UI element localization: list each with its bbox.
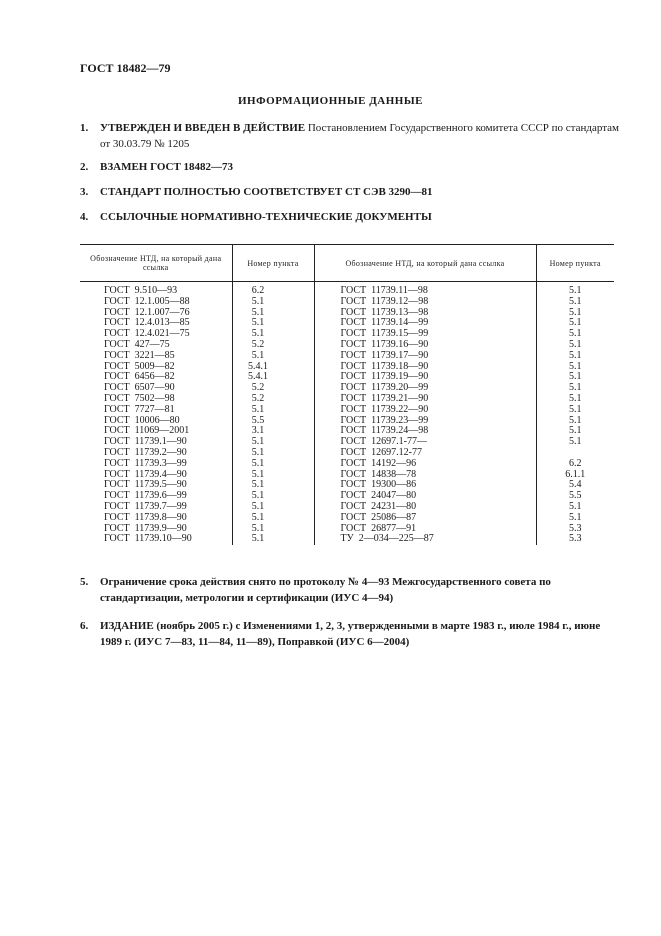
designation-cell: ГОСТ 11739.6—99 [104, 490, 187, 502]
clause-cell: 5.1 [536, 329, 614, 340]
designation-cell: ТУ 2—034—225—87 [314, 534, 536, 545]
clause-cell: 5.1 [232, 513, 314, 524]
designation-cell: ГОСТ 11739.14—99 [314, 318, 536, 329]
clause-cell: 5.1 [536, 405, 614, 416]
clause-cell: 5.1 [536, 394, 614, 405]
item-text: Ограничение срока действия снято по протоколу № 4—93 Межгосударственного совета по стандартизации, метрологии и сертификации (ИУС 4—94) [100, 576, 551, 604]
clause-cell: 5.1 [536, 282, 614, 297]
header-clause-number: Номер пункта [536, 245, 614, 282]
clause-cell: 5.1 [232, 308, 314, 319]
clause-cell: 5.1 [232, 351, 314, 362]
designation-cell: ГОСТ 26877—91 [314, 524, 536, 535]
item-number: 3. [80, 186, 89, 198]
table-row [80, 405, 614, 416]
designation-cell: ГОСТ 3221—85 [104, 349, 175, 361]
designation-cell: ГОСТ 6507—90 [104, 382, 175, 394]
designation-cell: ГОСТ 24047—80 [314, 491, 536, 502]
section-title: ИНФОРМАЦИОННЫЕ ДАННЫЕ [237, 95, 424, 107]
designation-cell: ГОСТ 11739.20—99 [314, 383, 536, 394]
clause-cell: 5.5 [232, 416, 314, 427]
header-designation: Обозначение НТД, на который дана ссылка [314, 245, 536, 282]
designation-cell: ГОСТ 24231—80 [314, 502, 536, 513]
clause-cell: 5.1 [536, 362, 614, 373]
clause-cell: 5.2 [232, 394, 314, 405]
clause-cell: 5.1 [232, 297, 314, 308]
table-row [80, 513, 614, 524]
item-text: (ноябрь 2005 г.) с Изменениями 1, 2, 3, утвержденными в марте 1983 г., июле 1984 г., июне 1989 г. (ИУС 7—83, 11—84, 11—89), Поправкой (ИУС 6—2004) [100, 620, 601, 648]
info-item-5 [80, 574, 620, 606]
designation-cell: ГОСТ 11739.19—90 [314, 372, 536, 383]
clause-cell: 6.2 [536, 459, 614, 470]
info-item-1 [80, 120, 620, 152]
clause-cell: 5.1 [536, 383, 614, 394]
designation-cell: ГОСТ 10006—80 [104, 414, 180, 426]
designation-cell: ГОСТ 12.4.013—85 [104, 317, 190, 329]
clause-cell: 5.1 [232, 534, 314, 545]
clause-cell: 5.2 [232, 383, 314, 394]
clause-cell: 5.1 [536, 372, 614, 383]
table-row [80, 282, 614, 297]
clause-cell: 3.1 [232, 426, 314, 437]
designation-cell: ГОСТ 11739.13—98 [314, 308, 536, 319]
designation-cell: ГОСТ 9.510—93 [104, 285, 178, 296]
table-header-row [80, 245, 614, 282]
designation-cell: ГОСТ 11739.7—99 [104, 500, 187, 512]
info-item-4 [80, 209, 620, 225]
clause-cell: 5.1 [536, 513, 614, 524]
clause-cell: 6.1.1 [536, 470, 614, 481]
designation-cell: ГОСТ 7502—98 [104, 392, 175, 404]
designation-cell: ГОСТ 12.1.007—76 [104, 306, 190, 318]
clause-cell: 5.1 [536, 426, 614, 437]
designation-cell: ГОСТ 12.1.005—88 [104, 295, 190, 307]
clause-cell: 5.1 [536, 297, 614, 308]
designation-cell: ГОСТ 11739.15—99 [314, 329, 536, 340]
header-clause-number: Номер пункта [232, 245, 314, 282]
clause-cell: 5.1 [232, 459, 314, 470]
designation-cell: ГОСТ 6456—82 [104, 371, 175, 383]
clause-cell: 5.1 [536, 437, 614, 448]
item-heading: СТАНДАРТ ПОЛНОСТЬЮ СООТВЕТСТВУЕТ СТ СЭВ 3290—81 [100, 186, 433, 198]
clause-cell: 5.1 [536, 308, 614, 319]
clause-cell: 5.1 [536, 416, 614, 427]
document-code: ГОСТ 18482—79 [80, 61, 171, 75]
clause-cell: 5.1 [536, 340, 614, 351]
clause-cell: 5.4 [536, 480, 614, 491]
item-number: 2. [80, 161, 89, 173]
designation-cell: ГОСТ 11739.24—98 [314, 426, 536, 437]
designation-cell: ГОСТ 11739.5—90 [104, 479, 187, 491]
clause-cell: 5.1 [232, 329, 314, 340]
clause-cell: 5.1 [536, 351, 614, 362]
clause-cell: 5.2 [232, 340, 314, 351]
designation-cell: ГОСТ 11739.1—90 [104, 436, 187, 448]
designation-cell: ГОСТ 11739.17—90 [314, 351, 536, 362]
clause-cell: 5.1 [232, 437, 314, 448]
clause-cell: 5.1 [232, 480, 314, 491]
clause-cell: 5.1 [536, 502, 614, 513]
designation-cell: ГОСТ 11739.22—90 [314, 405, 536, 416]
item-heading: ССЫЛОЧНЫЕ НОРМАТИВНО-ТЕХНИЧЕСКИЕ ДОКУМЕНТЫ [100, 211, 432, 223]
item-heading: ВЗАМЕН ГОСТ 18482—73 [100, 161, 234, 173]
clause-cell: 5.4.1 [232, 362, 314, 373]
clause-cell: 5.3 [536, 524, 614, 535]
designation-cell: ГОСТ 11739.11—98 [314, 282, 536, 297]
clause-cell: 5.1 [232, 502, 314, 513]
clause-cell: 5.4.1 [232, 372, 314, 383]
item-number: 1. [80, 122, 89, 134]
table-row [80, 351, 614, 362]
clause-cell: 5.1 [232, 318, 314, 329]
designation-cell: ГОСТ 11739.16—90 [314, 340, 536, 351]
designation-cell: ГОСТ 11739.10—90 [104, 533, 192, 545]
item-number: 6. [80, 620, 89, 632]
designation-cell: ГОСТ 12697.1-77— [314, 437, 536, 448]
designation-cell: ГОСТ 11739.9—90 [104, 522, 187, 534]
item-number: 4. [80, 211, 89, 223]
table-row [80, 459, 614, 470]
clause-cell: 5.1 [232, 524, 314, 535]
designation-cell: ГОСТ 12697.12-77 [314, 448, 536, 459]
clause-cell: 5.3 [536, 534, 614, 545]
table-body [80, 282, 614, 546]
info-item-3 [80, 184, 620, 200]
table-row [80, 534, 614, 545]
references-table [80, 244, 614, 545]
clause-cell: 5.5 [536, 491, 614, 502]
table-row [80, 297, 614, 308]
header-designation: Обозначение НТД, на который дана ссылка [80, 245, 232, 282]
clause-cell: 5.1 [232, 491, 314, 502]
designation-cell: ГОСТ 12.4.021—75 [104, 328, 190, 340]
item-heading: ИЗДАНИЕ [100, 620, 154, 632]
designation-cell: ГОСТ 11739.18—90 [314, 362, 536, 373]
item-text: Постановлением Государственного комитета СССР по стандартам от 30.03.79 № 1205 [100, 122, 620, 150]
designation-cell: ГОСТ 11739.4—90 [104, 468, 187, 480]
designation-cell: ГОСТ 11739.23—99 [314, 416, 536, 427]
designation-cell: ГОСТ 11069—2001 [104, 425, 190, 437]
designation-cell: ГОСТ 11739.21—90 [314, 394, 536, 405]
clause-cell: 6.2 [232, 282, 314, 297]
clause-cell: 5.1 [232, 470, 314, 481]
designation-cell: ГОСТ 427—75 [104, 338, 170, 350]
designation-cell: ГОСТ 5009—82 [104, 360, 175, 372]
info-item-2 [80, 159, 620, 175]
clause-cell: 5.1 [536, 318, 614, 329]
designation-cell: ГОСТ 7727—81 [104, 403, 175, 415]
designation-cell: ГОСТ 14838—78 [314, 470, 536, 481]
designation-cell: ГОСТ 14192—96 [314, 459, 536, 470]
clause-cell: 5.1 [232, 448, 314, 459]
info-item-6 [80, 618, 620, 650]
designation-cell: ГОСТ 11739.2—90 [104, 446, 187, 458]
designation-cell: ГОСТ 19300—86 [314, 480, 536, 491]
item-heading: УТВЕРЖДЕН И ВВЕДЕН В ДЕЙСТВИЕ [100, 122, 306, 134]
item-number: 5. [80, 576, 89, 588]
designation-cell: ГОСТ 25086—87 [314, 513, 536, 524]
designation-cell: ГОСТ 11739.12—98 [314, 297, 536, 308]
designation-cell: ГОСТ 11739.3—99 [104, 457, 187, 469]
designation-cell: ГОСТ 11739.8—90 [104, 511, 187, 523]
clause-cell: 5.1 [232, 405, 314, 416]
